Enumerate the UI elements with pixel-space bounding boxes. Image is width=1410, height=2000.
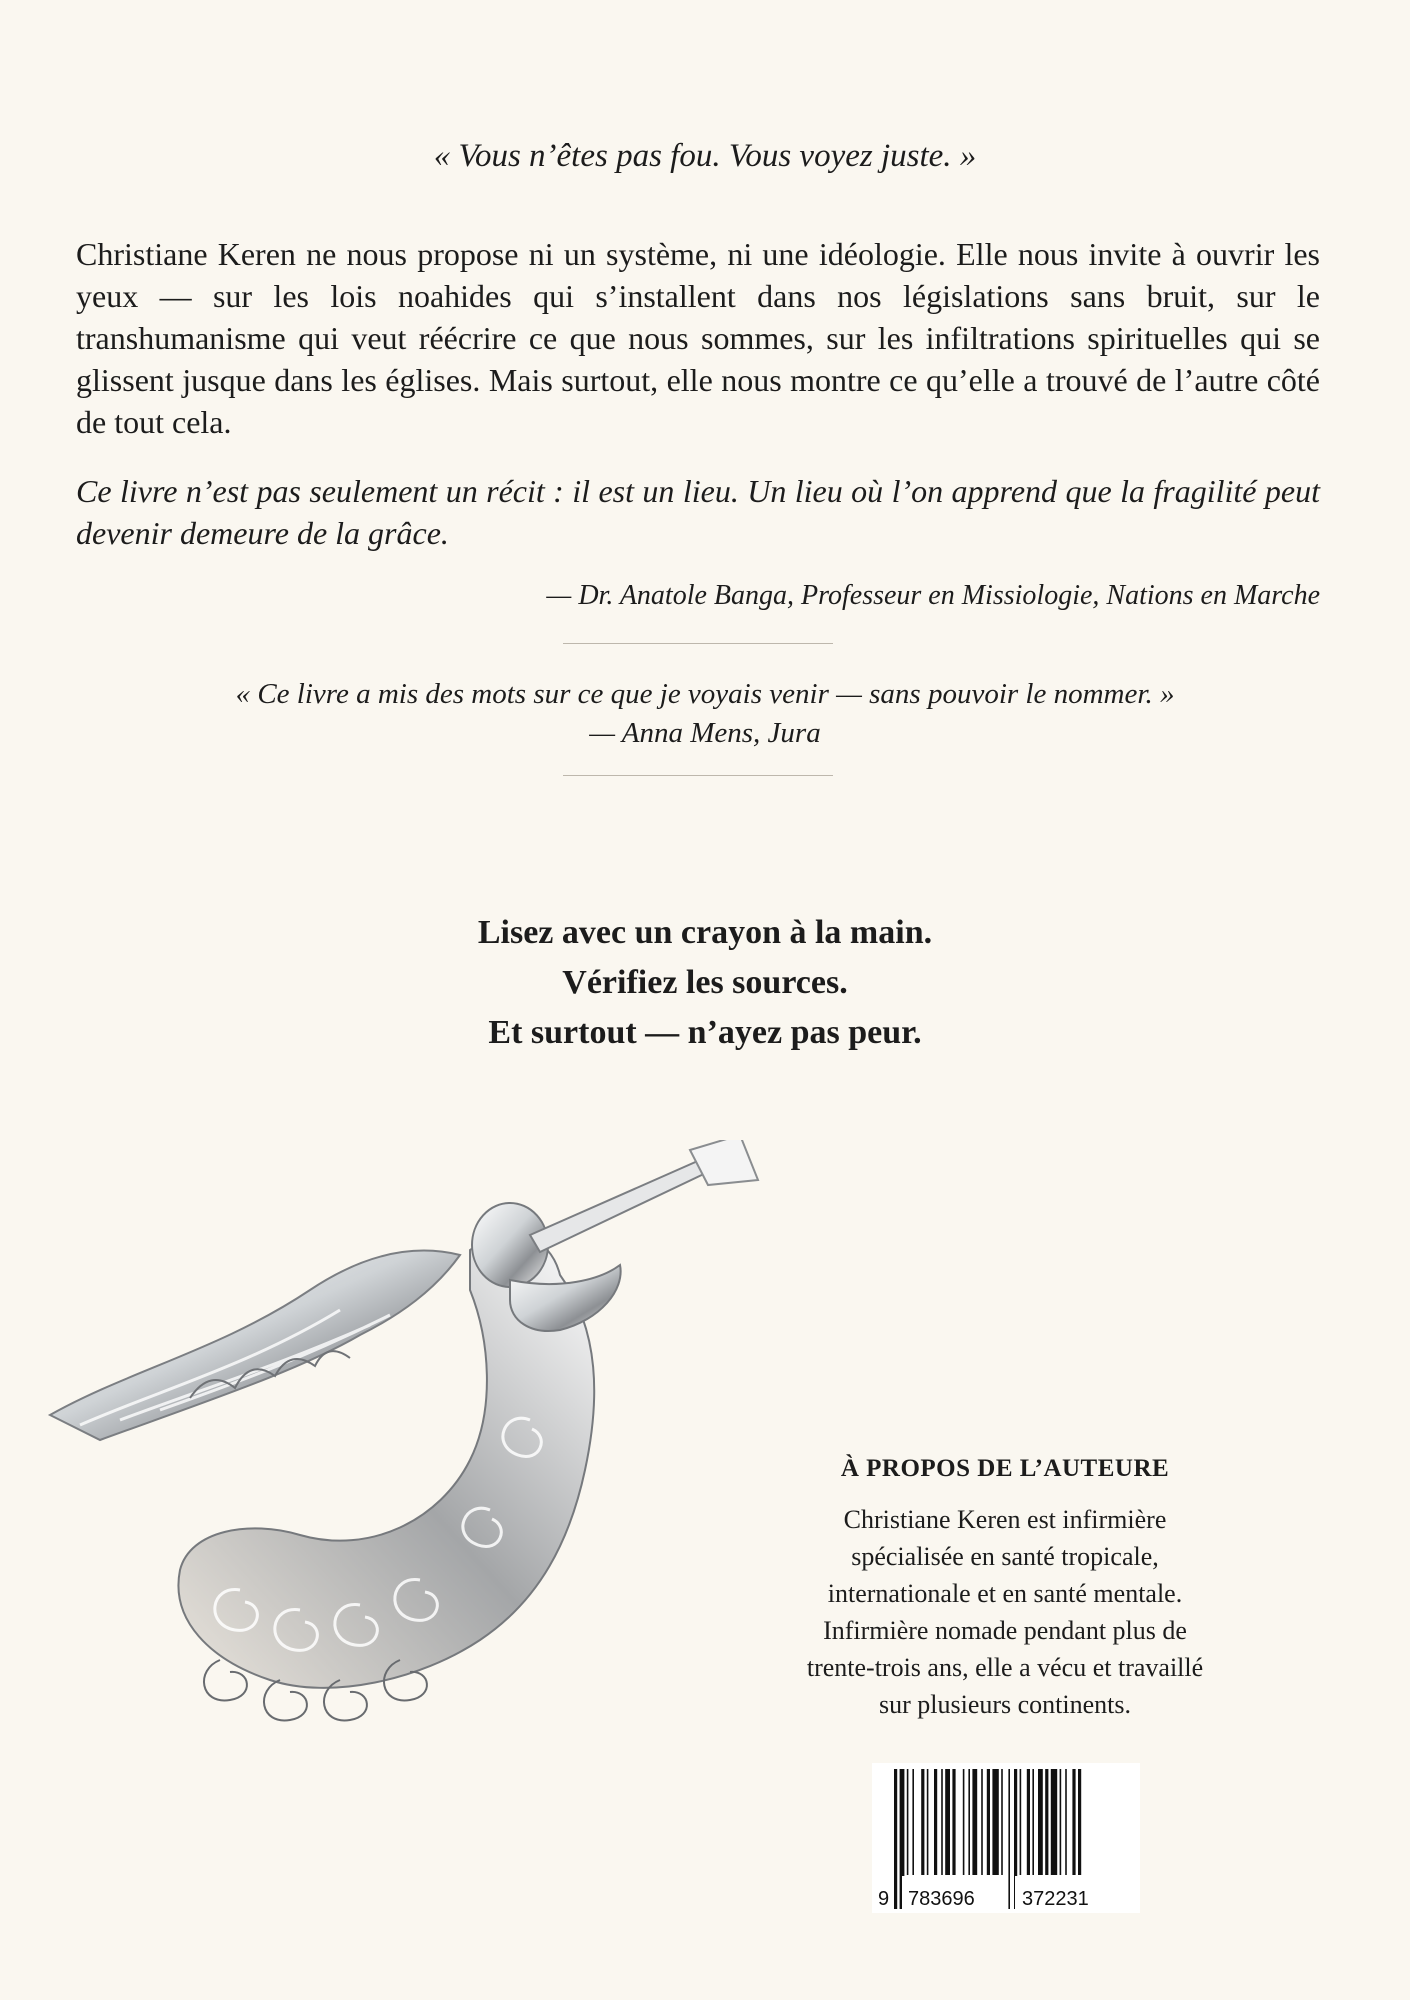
divider [563, 775, 833, 776]
barcode-bar [1001, 1769, 1003, 1875]
barcode-bar [992, 1769, 998, 1875]
barcode-digits-left: 783696 [908, 1888, 975, 1910]
isbn-barcode [872, 1763, 1140, 1913]
about-author-line: Christiane Keren est infirmière [843, 1505, 1167, 1534]
barcode-bar [1027, 1769, 1030, 1875]
barcode-bar [972, 1769, 977, 1875]
about-author-line: spécialisée en santé tropicale, [851, 1542, 1159, 1571]
barcode-bar [1072, 1769, 1075, 1875]
barcode-bar [941, 1769, 943, 1875]
description-paragraph: Christiane Keren ne nous propose ni un système, ni une idéologie. Elle nous invite à ouvrir les yeux — sur les lois noahides qui s’installent dans nos législations sans bruit, sur le transhumanisme qui veut réécrire ce que nous sommes, sur les infiltrations spirituelles qui se glissent jusque dans les églises. Mais surtout, elle nous montre ce qu’elle a trouvé de l’autre côté de tout cela. [76, 236, 1320, 440]
barcode-bar [981, 1769, 983, 1875]
motto-block [0, 908, 1410, 1058]
barcode-bar [1032, 1769, 1034, 1875]
about-author-line: internationale et en santé mentale. [827, 1579, 1183, 1608]
endorsement-attribution: — Dr. Anatole Banga, Professeur en Missiologie, Nations en Marche [546, 580, 1320, 611]
about-author-line: trente-trois ans, elle a vécu et travaillé [806, 1653, 1204, 1682]
barcode-bar [1065, 1769, 1067, 1875]
barcode-bar [963, 1769, 965, 1875]
about-author-title: À PROPOS DE L’AUTEURE [840, 1455, 1170, 1482]
reader-testimonial [0, 675, 1410, 753]
barcode-bar [1060, 1769, 1062, 1875]
barcode-bar [1051, 1769, 1057, 1875]
motto-line: Et surtout — n’ayez pas peur. [488, 1014, 922, 1051]
barcode-bar [1020, 1769, 1022, 1875]
barcode-digits-right: 372231 [1022, 1888, 1089, 1910]
barcode-bar [927, 1769, 929, 1875]
barcode-bar [945, 1769, 950, 1875]
endorsement-paragraph: Ce livre n’est pas seulement un récit : il est un lieu. Un lieu où l’on apprend que la fragilité peut devenir demeure de la grâce. [76, 473, 1320, 551]
barcode-bar [1038, 1769, 1043, 1875]
barcode-bar [894, 1769, 897, 1909]
epigraph: « Vous n’êtes pas fou. Vous voyez juste. » [433, 138, 977, 174]
divider [563, 643, 833, 644]
about-author-line: Infirmière nomade pendant plus de [823, 1616, 1187, 1645]
barcode-bar [968, 1769, 970, 1875]
barcode-bar [912, 1769, 914, 1875]
barcode-bar [934, 1769, 937, 1875]
barcode-bar [1078, 1769, 1081, 1875]
testimonial-quote: « Ce livre a mis des mots sur ce que je voyais venir — sans pouvoir le nommer. » [235, 678, 1175, 710]
motto-line: Vérifiez les sources. [562, 964, 848, 1001]
barcode-bar [1045, 1769, 1048, 1875]
motto-line: Lisez avec un crayon à la main. [477, 914, 933, 951]
testimonial-author: — Anna Mens, Jura [589, 717, 821, 749]
barcode-bar [921, 1769, 924, 1875]
barcode-bar [907, 1769, 909, 1875]
barcode-digit-first: 9 [878, 1888, 890, 1910]
barcode-bar [987, 1769, 990, 1875]
barcode-bar [952, 1769, 955, 1875]
about-author-line: sur plusieurs continents. [878, 1690, 1132, 1719]
barcode-bar [1008, 1769, 1010, 1909]
about-author-text [745, 1501, 1265, 1723]
